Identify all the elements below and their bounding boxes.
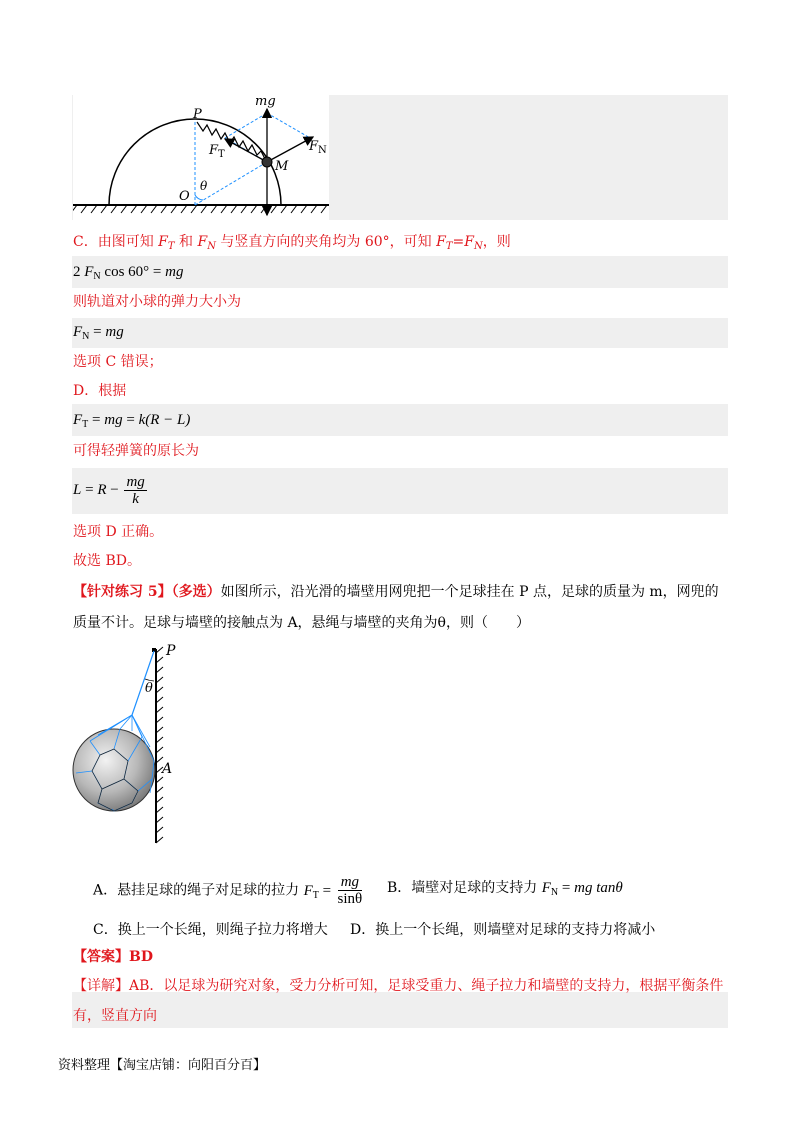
label-theta: θ — [200, 179, 208, 193]
label-M: M — [275, 159, 289, 174]
text-elastic-force: 则轨道对小球的弹力大小为 — [73, 294, 241, 310]
football-figure — [72, 643, 192, 848]
text-c-wrong: 选项 C 错误； — [73, 354, 163, 370]
footer: 资料整理【淘宝店铺：向阳百分百】 — [58, 1058, 267, 1073]
choice-a: A．悬挂足球的绳子对足球的拉力 $F_T$ = $\frac{mg}{\sin\theta}$ — [93, 874, 363, 907]
text-d-correct: 选项 D 正确。 — [73, 524, 164, 540]
option-c-statement: C．由图可知 $F_T$ 和 $F_N$ 与竖直方向的夹角均为 60°，可知 $F_T=F_N$，则 — [73, 234, 511, 252]
equation-background — [72, 468, 728, 514]
text-d-according: D．根据 — [73, 383, 127, 399]
hemisphere-figure — [73, 95, 329, 220]
choice-c: C．换上一个长绳，则绳子拉力将增大 — [93, 922, 328, 938]
equation-background — [72, 318, 728, 348]
label-FT: $F_T$ — [209, 143, 225, 160]
text-spring-length: 可得轻弹簧的原长为 — [73, 443, 199, 459]
equation-3: $F_T$ = mg = k(R − L) — [73, 412, 191, 430]
choice-b: B．墙壁对足球的支持力 $F_N$ = mg tanθ — [387, 880, 623, 898]
detail-line2: 有，竖直方向 — [73, 1008, 157, 1024]
equation-1: 2 $F_N$ cos 60° = mg — [73, 264, 184, 282]
answer: 【答案】BD — [73, 949, 153, 965]
label-A: A — [162, 761, 173, 777]
detail-line1: 【详解】AB．以足球为研究对象，受力分析可知，足球受重力、绳子拉力和墙壁的支持力，根据平衡条件 — [73, 978, 724, 994]
label-theta: θ — [145, 681, 153, 696]
label-FN: $F_N$ — [309, 139, 327, 156]
choice-d: D．换上一个长绳，则墙壁对足球的支持力将减小 — [350, 922, 656, 938]
label-O: O — [179, 189, 190, 204]
label-mg: mg — [255, 94, 276, 109]
equation-background — [72, 992, 728, 1028]
text-choose-bd: 故选 BD。 — [73, 553, 141, 569]
exercise-5-line2: 质量不计。足球与墙壁的接触点为 A，悬绳与墙壁的夹角为θ，则（ ） — [73, 615, 530, 631]
equation-4: L = R − $\frac{mg}{k}$ — [73, 474, 145, 507]
label-P: P — [193, 107, 202, 122]
equation-2: $F_N$ = mg — [73, 324, 124, 342]
label-P: P — [166, 643, 176, 659]
exercise-5-line1: 【针对练习 5】（多选）如图所示，沿光滑的墙壁用网兜把一个足球挂在 P 点，足球的质量为 m，网兜的 — [73, 584, 719, 600]
